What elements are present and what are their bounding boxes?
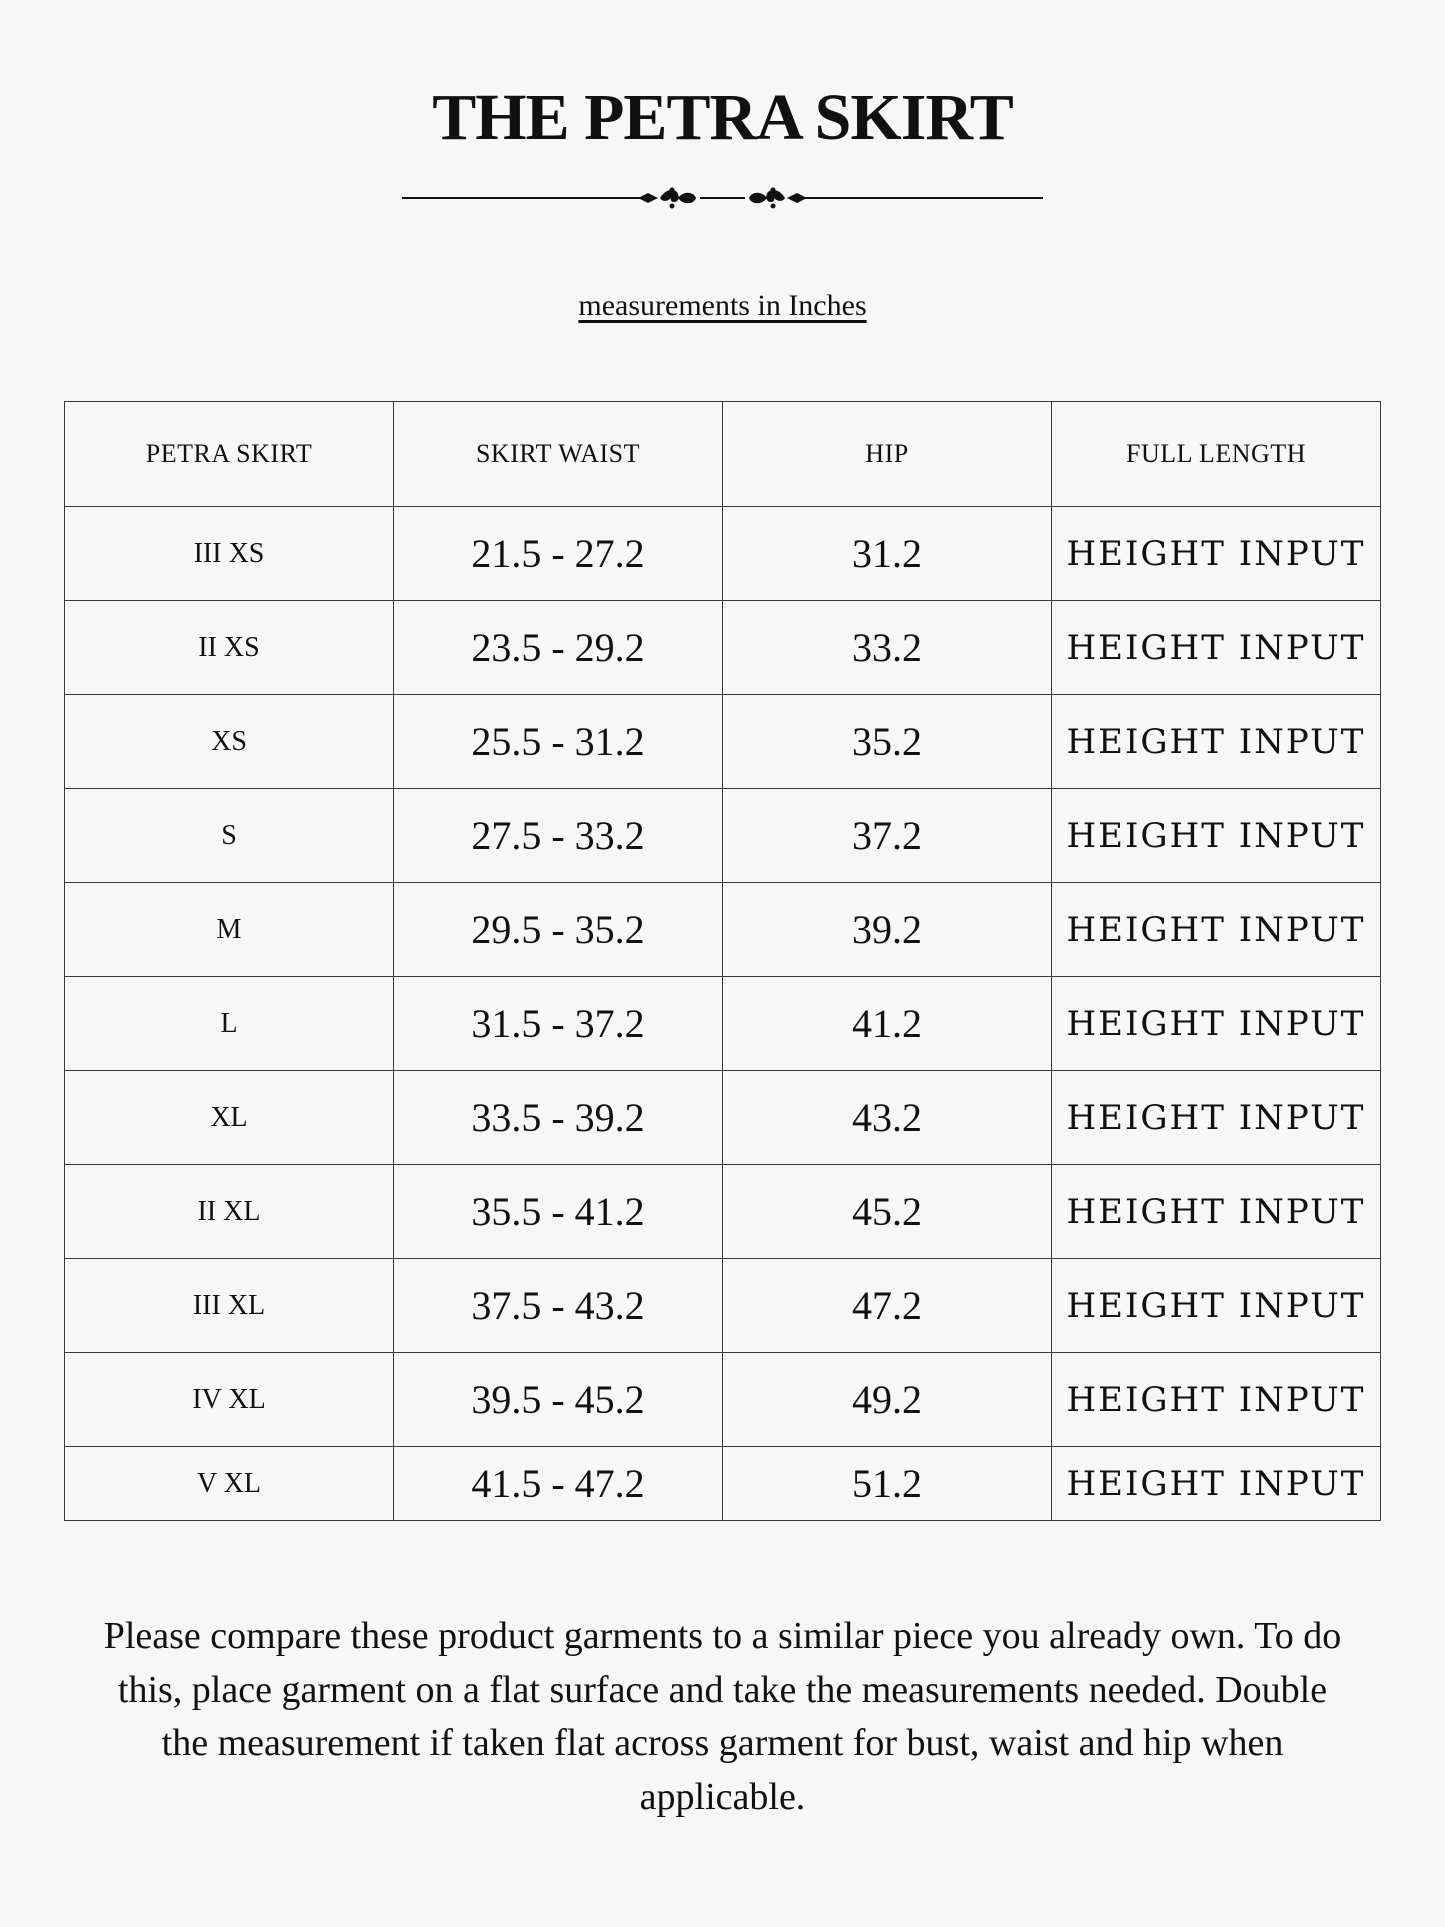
length-cell: HEIGHT INPUT [1052, 1447, 1381, 1521]
header-skirt-waist: SKIRT WAIST [394, 402, 723, 507]
header-full-length: FULL LENGTH [1052, 402, 1381, 507]
table-row [65, 1165, 1381, 1259]
length-cell: HEIGHT INPUT [1052, 1353, 1381, 1447]
table-row [65, 1447, 1381, 1521]
size-cell: III XL [65, 1259, 394, 1353]
hip-cell: 39.2 [723, 883, 1052, 977]
measurement-instructions: Please compare these product garments to a similar piece you already own. To do this, place garment on a flat surface and take the measurements needed. Double the measurement if taken flat across garment for bust, waist and hip when applicable. [103, 1615, 1342, 1818]
size-cell: III XS [65, 507, 394, 601]
table-row [65, 883, 1381, 977]
hip-cell: 43.2 [723, 1071, 1052, 1165]
size-cell: M [65, 883, 394, 977]
waist-cell: 35.5 - 41.2 [394, 1165, 723, 1259]
length-cell: HEIGHT INPUT [1052, 1165, 1381, 1259]
length-cell: HEIGHT INPUT [1052, 507, 1381, 601]
length-cell: HEIGHT INPUT [1052, 1259, 1381, 1353]
hip-cell: 49.2 [723, 1353, 1052, 1447]
size-cell: XL [65, 1071, 394, 1165]
hip-cell: 45.2 [723, 1165, 1052, 1259]
size-cell: S [65, 789, 394, 883]
size-chart-table [64, 401, 1381, 1521]
waist-cell: 21.5 - 27.2 [394, 507, 723, 601]
hip-cell: 47.2 [723, 1259, 1052, 1353]
size-cell: XS [65, 695, 394, 789]
size-cell: II XL [65, 1165, 394, 1259]
size-cell: V XL [65, 1447, 394, 1521]
size-cell: L [65, 977, 394, 1071]
length-cell: HEIGHT INPUT [1052, 1071, 1381, 1165]
hip-cell: 33.2 [723, 601, 1052, 695]
waist-cell: 25.5 - 31.2 [394, 695, 723, 789]
table-row [65, 1259, 1381, 1353]
table-row [65, 601, 1381, 695]
length-cell: HEIGHT INPUT [1052, 601, 1381, 695]
waist-cell: 39.5 - 45.2 [394, 1353, 723, 1447]
table-row [65, 977, 1381, 1071]
waist-cell: 31.5 - 37.2 [394, 977, 723, 1071]
hip-cell: 51.2 [723, 1447, 1052, 1521]
hip-cell: 31.2 [723, 507, 1052, 601]
length-cell: HEIGHT INPUT [1052, 789, 1381, 883]
waist-cell: 23.5 - 29.2 [394, 601, 723, 695]
table-header-row [65, 402, 1381, 507]
waist-cell: 41.5 - 47.2 [394, 1447, 723, 1521]
table-row [65, 1353, 1381, 1447]
length-cell: HEIGHT INPUT [1052, 883, 1381, 977]
length-cell: HEIGHT INPUT [1052, 977, 1381, 1071]
table-row [65, 789, 1381, 883]
hip-cell: 35.2 [723, 695, 1052, 789]
length-cell: HEIGHT INPUT [1052, 695, 1381, 789]
size-cell: IV XL [65, 1353, 394, 1447]
hip-cell: 41.2 [723, 977, 1052, 1071]
hip-cell: 37.2 [723, 789, 1052, 883]
units-subtitle: measurements in Inches [578, 289, 867, 322]
waist-cell: 33.5 - 39.2 [394, 1071, 723, 1165]
waist-cell: 37.5 - 43.2 [394, 1259, 723, 1353]
page-title: THE PETRA SKIRT [432, 81, 1013, 154]
waist-cell: 27.5 - 33.2 [394, 789, 723, 883]
header-size: PETRA SKIRT [65, 402, 394, 507]
header-hip: HIP [723, 402, 1052, 507]
table-row [65, 507, 1381, 601]
table-row [65, 695, 1381, 789]
waist-cell: 29.5 - 35.2 [394, 883, 723, 977]
size-cell: II XS [65, 601, 394, 695]
decorative-divider-icon [400, 180, 1045, 216]
table-row [65, 1071, 1381, 1165]
